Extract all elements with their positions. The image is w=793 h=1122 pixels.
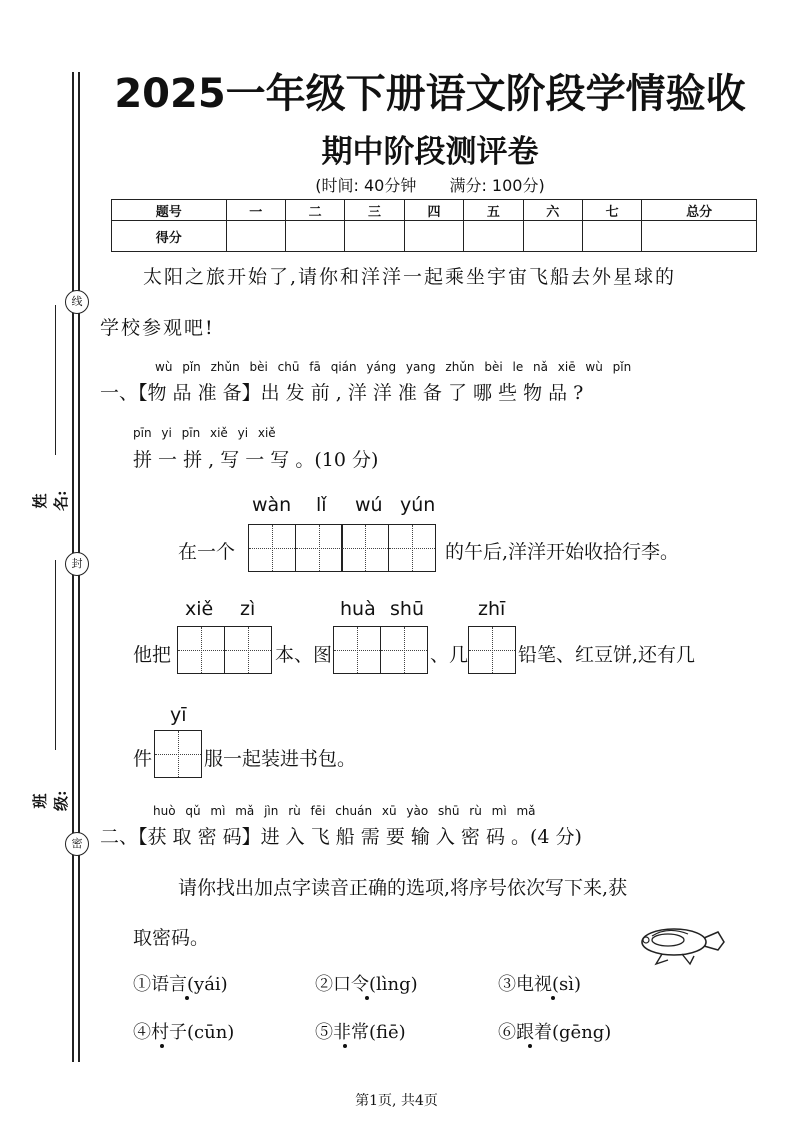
option-3: ③电视(sì) [498, 974, 582, 995]
q1-line1-before: 在一个 [178, 541, 236, 563]
pinyin-zhi: zhī [478, 598, 506, 620]
pinyin-wan: wàn [252, 494, 292, 516]
q1-line2-text-1: 他把 [133, 644, 172, 666]
option-1: ①语言(yái) [133, 974, 228, 995]
q1-line2-text-4: 铅笔、红豆饼,还有几 [518, 644, 696, 666]
score-header-cell: 题号 [112, 200, 227, 221]
exam-full-score: 满分: 100分) [449, 176, 545, 195]
score-entry-cell[interactable] [523, 221, 582, 252]
score-header-cell: 总分 [642, 200, 757, 221]
score-header-cell: 四 [404, 200, 463, 221]
q1-line2-text-2: 本、图 [275, 644, 333, 666]
option-5: ⑤非常(fiē) [315, 1022, 406, 1043]
seal-mark-top: 线 [65, 290, 89, 314]
q2-instruction-line-2: 取密码。 [133, 927, 210, 949]
emphasis-dot [528, 1044, 532, 1048]
pinyin-shu: shū [390, 598, 424, 620]
score-entry-cell[interactable] [642, 221, 757, 252]
emphasis-dot [185, 996, 189, 1000]
writing-cell[interactable] [295, 524, 343, 572]
q1-title-pinyin: wù pǐn zhǔn bèi chū fā qián yáng yang zhǔn bèi le nǎ xiē wù pǐn [155, 360, 632, 374]
intro-line-2: 学校参观吧! [100, 317, 215, 339]
page-title: 2025一年级下册语文阶段学情验收 [114, 71, 746, 117]
q2-instruction-line-1: 请你找出加点字读音正确的选项,将序号依次写下来,获 [178, 877, 628, 899]
writing-grid-wanliwuyun [248, 524, 436, 572]
score-entry-cell[interactable] [404, 221, 463, 252]
score-entry-cell[interactable] [285, 221, 344, 252]
pinyin-li: lǐ [316, 494, 327, 516]
page-subtitle: 期中阶段测评卷 [321, 134, 539, 170]
q1-line3-text-2: 服一起装进书包。 [204, 748, 357, 770]
seal-mark-bottom: 密 [65, 832, 89, 856]
pinyin-hua: huà [340, 598, 376, 620]
writing-cell[interactable] [224, 626, 272, 674]
emphasis-dot [343, 1044, 347, 1048]
seal-mark-middle: 封 [65, 552, 89, 576]
spaceship-icon [632, 918, 732, 970]
q1-instruction-pinyin: pīn yi pīn xiě yi xiě [133, 426, 276, 440]
writing-cell[interactable] [154, 730, 202, 778]
score-table-score-row [112, 221, 757, 252]
q1-title: 一、【物 品 准 备】出 发 前 , 洋 洋 准 备 了 哪 些 物 品 ? [100, 382, 584, 404]
pinyin-xie: xiě [185, 598, 214, 620]
writing-cell[interactable] [388, 524, 436, 572]
score-table [111, 199, 757, 252]
score-header-cell: 一 [226, 200, 285, 221]
writing-cell[interactable] [248, 524, 296, 572]
pinyin-wu: wú [355, 494, 383, 516]
writing-cell[interactable] [333, 626, 381, 674]
class-label: 班 级: [31, 790, 70, 811]
score-entry-cell[interactable] [582, 221, 641, 252]
score-header-cell: 二 [285, 200, 344, 221]
writing-cell[interactable] [341, 524, 389, 572]
q2-title-pinyin: huò qǔ mì mǎ jìn rù fēi chuán xū yào shū rù mì mǎ [153, 804, 536, 818]
q1-line3-text-1: 件 [133, 748, 153, 770]
score-header-cell: 六 [523, 200, 582, 221]
pinyin-yun: yún [400, 494, 436, 516]
name-fill-line-top [55, 305, 56, 455]
pinyin-zi: zì [240, 598, 256, 620]
exam-meta [100, 173, 760, 196]
exam-time: (时间: 40分钟 [315, 176, 417, 195]
score-entry-cell[interactable] [226, 221, 285, 252]
option-6: ⑥跟着(gēng) [498, 1022, 612, 1043]
writing-grid-huashu [333, 626, 428, 674]
name-label: 姓 名: [31, 490, 70, 511]
q1-line2-text-3: 、几 [430, 644, 469, 666]
score-row-label: 得分 [112, 221, 227, 252]
writing-cell[interactable] [468, 626, 516, 674]
writing-grid-xiezi [177, 626, 272, 674]
score-table-header-row [112, 200, 757, 221]
writing-grid-zhi [468, 626, 516, 674]
option-4: ④村子(cūn) [133, 1022, 235, 1043]
emphasis-dot [551, 996, 555, 1000]
q1-line1-after: 的午后,洋洋开始收拾行李。 [445, 541, 680, 563]
intro-line-1: 太阳之旅开始了,请你和洋洋一起乘坐宇宙飞船去外星球的 [143, 266, 677, 288]
score-header-cell: 三 [345, 200, 404, 221]
writing-grid-yi [154, 730, 202, 778]
score-header-cell: 七 [582, 200, 641, 221]
option-2: ②口令(lìng) [315, 974, 418, 995]
emphasis-dot [365, 996, 369, 1000]
score-entry-cell[interactable] [345, 221, 404, 252]
writing-cell[interactable] [380, 626, 428, 674]
score-header-cell: 五 [464, 200, 523, 221]
name-fill-line-bottom [55, 560, 56, 750]
emphasis-dot [160, 1044, 164, 1048]
writing-cell[interactable] [177, 626, 225, 674]
q1-instruction: 拼 一 拼 , 写 一 写 。(10 分) [133, 449, 379, 471]
score-entry-cell[interactable] [464, 221, 523, 252]
pinyin-yi: yī [170, 704, 187, 726]
q2-title: 二、【获 取 密 码】进 入 飞 船 需 要 输 入 密 码 。(4 分) [100, 826, 582, 848]
page-footer: 第1页, 共4页 [355, 1093, 438, 1109]
